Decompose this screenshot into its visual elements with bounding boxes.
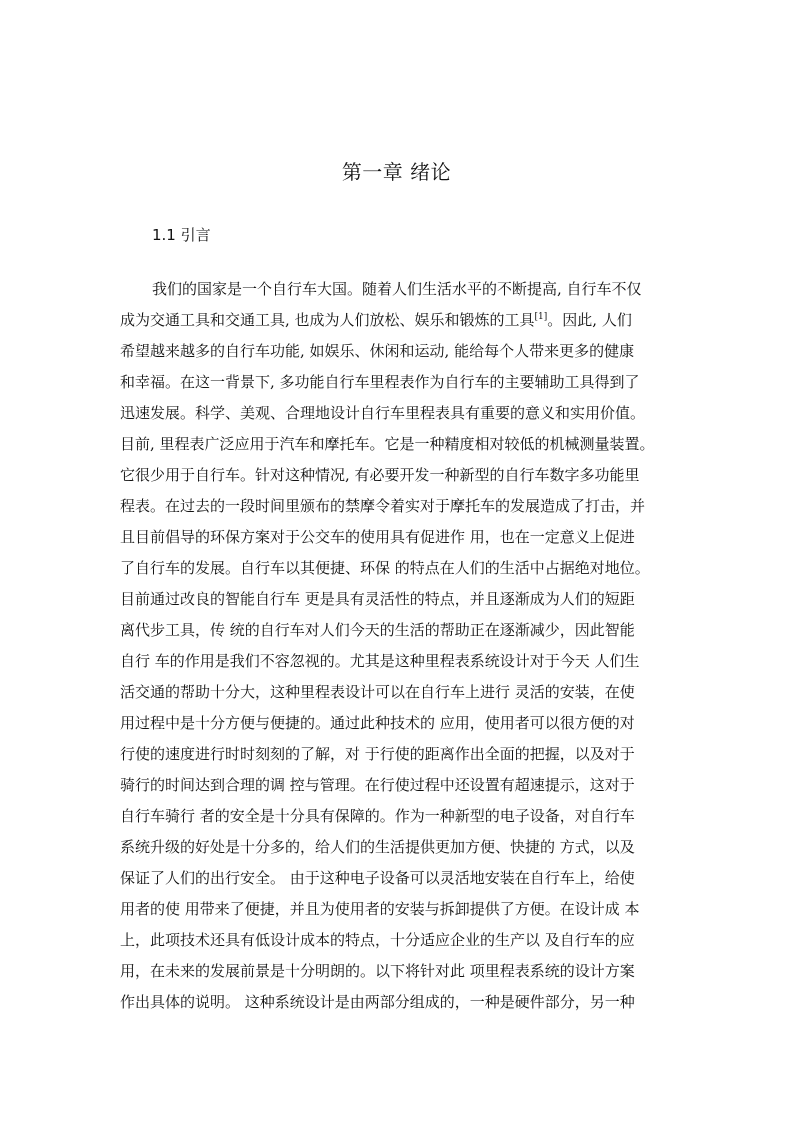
paragraph-line: 了自行车的发展。自行车以其便捷、环保 的特点在人们的生活中占据绝对地位。 bbox=[120, 559, 650, 577]
paragraph-line: 作出具体的说明。 这种系统设计是由两部分组成的，一种是硬件部分，另一种 bbox=[120, 993, 635, 1011]
section-heading: 1.1 引言 bbox=[152, 226, 211, 244]
paragraph-line bbox=[120, 305, 688, 336]
paragraph-line: 且目前倡导的环保方案对于公交车的使用具有促进作 用，也在一定意义上促进 bbox=[120, 528, 635, 546]
paragraph-line: 程表。在过去的一段时间里颁布的禁摩令着实对于摩托车的发展造成了打击，并 bbox=[120, 497, 646, 515]
paragraph-line: 离代步工具，传 统的自行车对人们今天的生活的帮助正在逐渐减少，因此智能 bbox=[120, 621, 635, 639]
paragraph-line: 自行车骑行 者的安全是十分具有保障的。作为一种新型的电子设备，对自行车 bbox=[120, 807, 635, 825]
paragraph-line: 行使的速度进行时时刻刻的了解，对 于行使的距离作出全面的把握，以及对于 bbox=[120, 745, 635, 763]
paragraph-line: 自行 车的作用是我们不容忽视的。尤其是这种里程表系统设计对于今天 人们生 bbox=[120, 652, 640, 670]
line-text: 成为交通工具和交通工具, 也成为人们放松、娱乐和锻炼的工具 bbox=[120, 311, 535, 329]
paragraph-line: 目前通过改良的智能自行车 更是具有灵活性的特点，并且逐渐成为人们的短距 bbox=[120, 590, 635, 608]
paragraph-line: 希望越来越多的自行车功能, 如娱乐、休闲和运动, 能给每个人带来更多的健康 bbox=[120, 342, 635, 360]
paragraph-line: 用过程中是十分方便与便捷的。通过此种技术的 应用，使用者可以很方便的对 bbox=[120, 714, 635, 732]
paragraph-line: 它很少用于自行车。针对这种情况, 有必要开发一种新型的自行车数字多功能里 bbox=[120, 466, 640, 484]
paragraph-line: 活交通的帮助十分大，这种里程表设计可以在自行车上进行 灵活的安装，在使 bbox=[120, 683, 635, 701]
paragraph-line: 系统升级的好处是十分多的，给人们的生活提供更加方便、快捷的 方式，以及 bbox=[120, 838, 635, 856]
paragraph-line: 我们的国家是一个自行车大国。随着人们生活水平的不断提高, 自行车不仅 bbox=[152, 280, 642, 298]
paragraph-line: 用，在未来的发展前景是十分明朗的。以下将针对此 项里程表系统的设计方案 bbox=[120, 962, 635, 980]
paragraph-line: 上，此项技术还具有低设计成本的特点，十分适应企业的生产以 及自行车的应 bbox=[120, 931, 635, 949]
paragraph-line: 骑行的时间达到合理的调 控与管理。在行使过程中还设置有超速提示，这对于 bbox=[120, 776, 635, 794]
paragraph-line: 用者的使 用带来了便捷，并且为使用者的安装与拆卸提供了方便。在设计成 本 bbox=[120, 900, 640, 918]
paragraph-line: 保证了人们的出行安全。 由于这种电子设备可以灵活地安装在自行车上，给使 bbox=[120, 869, 635, 887]
paragraph-line: 迅速发展。科学、美观、合理地设计自行车里程表具有重要的意义和实用价值。 bbox=[120, 404, 646, 422]
chapter-title: 第一章 绪论 bbox=[341, 160, 452, 184]
paragraph-line: 和幸福。在这一背景下, 多功能自行车里程表作为自行车的主要辅助工具得到了 bbox=[120, 373, 640, 391]
body-paragraph bbox=[120, 274, 688, 1018]
citation-ref: [1] bbox=[534, 312, 548, 322]
line-text: 。因此, 人们 bbox=[547, 311, 632, 329]
paragraph-line: 目前, 里程表广泛应用于汽车和摩托车。它是一种精度相对较低的机械测量装置。 bbox=[120, 435, 655, 453]
